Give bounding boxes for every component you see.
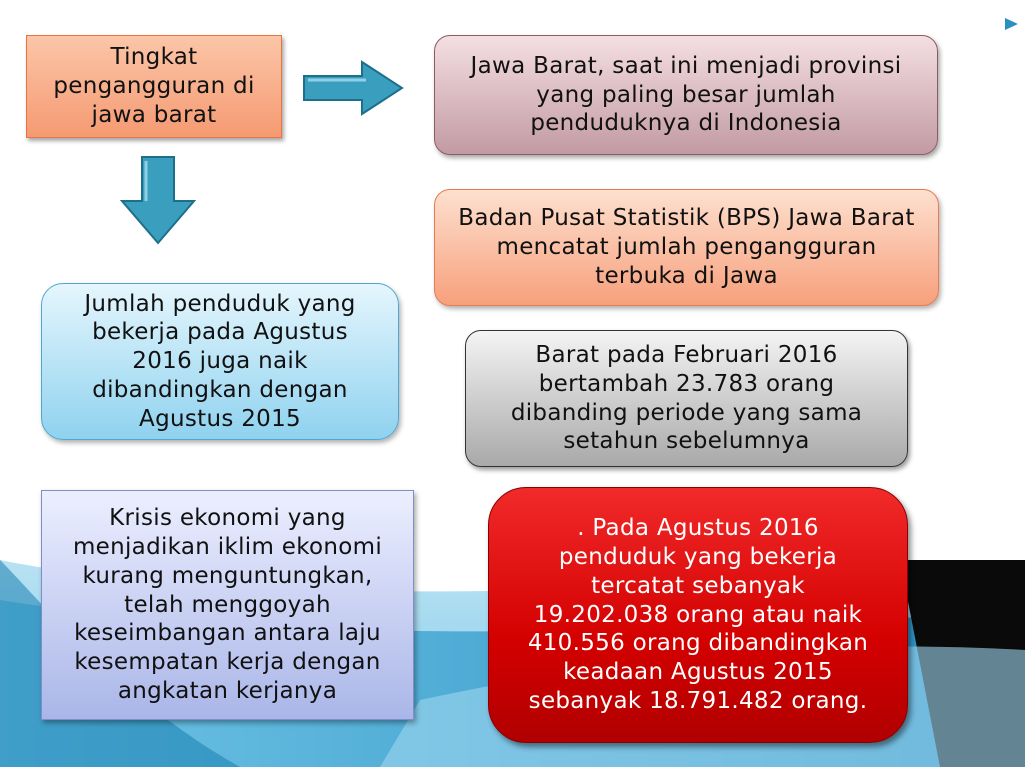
crisis-box: Krisis ekonomi yang menjadikan iklim ekonomi kurang menguntungkan, telah menggoyah keseimbangan antara laju kesempatan kerja dengan angkatan kerjanya [41, 490, 414, 720]
jabar-province-box: Jawa Barat, saat ini menjadi provinsi yang paling besar jumlah penduduknya di Indonesia [434, 35, 938, 155]
august-stats-box: . Pada Agustus 2016 penduduk yang bekerja tercatat sebanyak 19.202.038 orang atau naik 410.556 orang dibandingkan keadaan Agustus 2015 sebanyak 18.791.482 orang. [488, 487, 908, 743]
bps-box: Badan Pusat Statistik (BPS) Jawa Barat mencatat jumlah pengangguran terbuka di Jawa [434, 189, 939, 306]
february-box: Barat pada Februari 2016 bertambah 23.783 orang dibanding periode yang sama setahun sebelumnya [465, 330, 908, 467]
down-arrow-icon [120, 155, 196, 245]
right-arrow-icon [302, 60, 404, 116]
topic-box: Tingkat pengangguran di jawa barat [26, 35, 282, 138]
employment-box: Jumlah penduduk yang bekerja pada Agustus 2016 juga naik dibandingkan dengan Agustus 2015 [41, 283, 399, 440]
